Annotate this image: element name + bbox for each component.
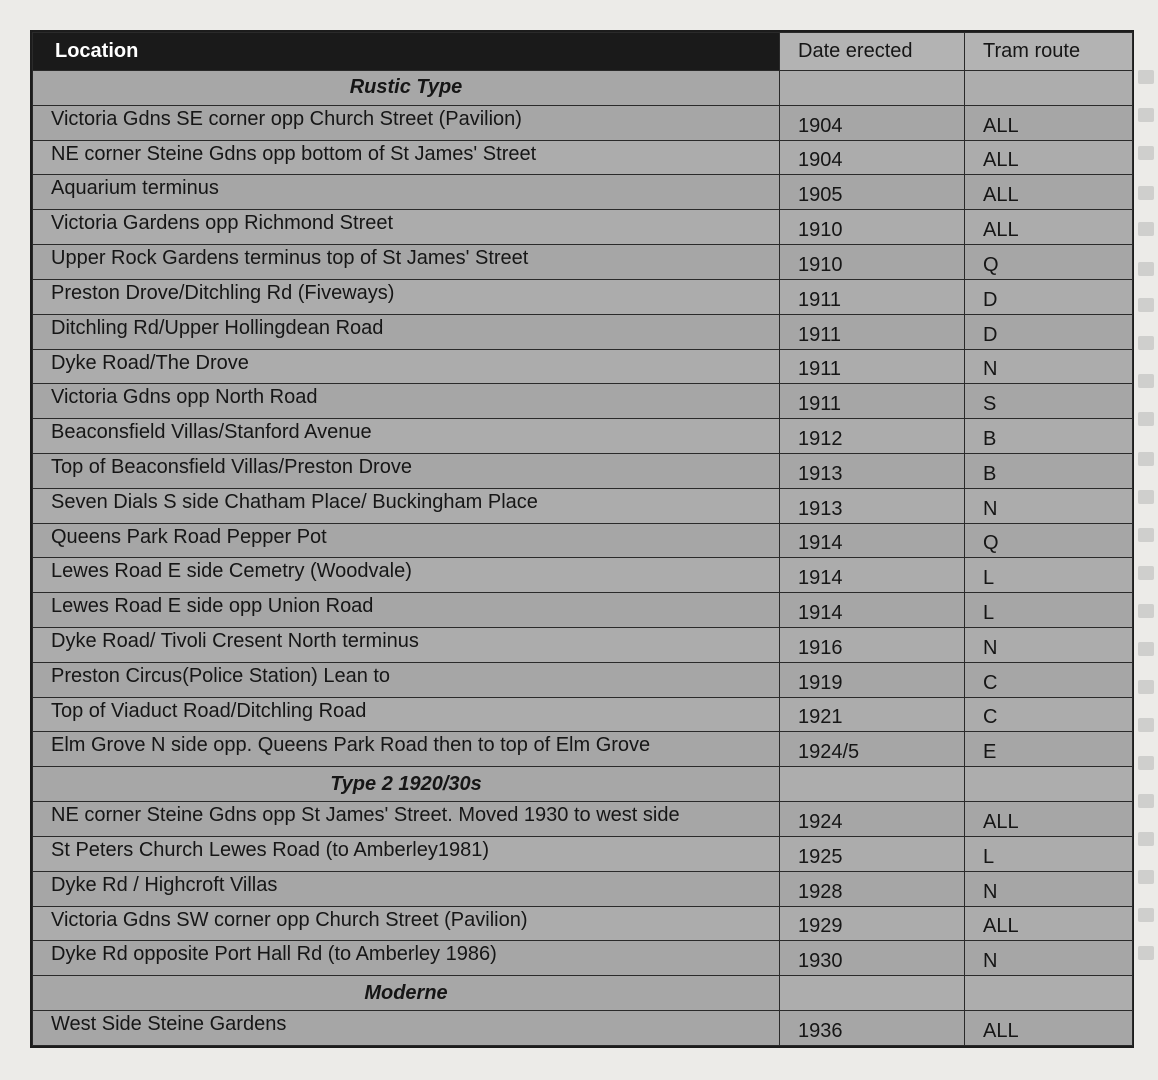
section-row — [33, 71, 1133, 106]
date-cell: 1911 — [780, 279, 965, 314]
route-cell: B — [965, 419, 1133, 454]
section-blank-cell — [965, 71, 1133, 106]
date-cell: 1914 — [780, 558, 965, 593]
route-cell: N — [965, 871, 1133, 906]
route-cell: ALL — [965, 210, 1133, 245]
section-blank-cell — [965, 767, 1133, 802]
location-cell: Lewes Road E side opp Union Road — [33, 593, 780, 628]
table-body — [33, 71, 1133, 1046]
table-row — [33, 245, 1133, 280]
table-row — [33, 453, 1133, 488]
header-location: Location — [33, 33, 780, 71]
location-cell: Elm Grove N side opp. Queens Park Road then to top of Elm Grove — [33, 732, 780, 767]
date-cell: 1913 — [780, 453, 965, 488]
date-cell: 1919 — [780, 662, 965, 697]
location-cell: Victoria Gdns SE corner opp Church Street (Pavilion) — [33, 105, 780, 140]
section-blank-cell — [965, 976, 1133, 1011]
date-cell: 1911 — [780, 384, 965, 419]
date-cell: 1916 — [780, 628, 965, 663]
adjacent-page-text-strip — [1132, 0, 1158, 1080]
location-cell: Ditchling Rd/Upper Hollingdean Road — [33, 314, 780, 349]
date-cell: 1929 — [780, 906, 965, 941]
route-cell: N — [965, 349, 1133, 384]
date-cell: 1924/5 — [780, 732, 965, 767]
table-row — [33, 523, 1133, 558]
date-cell: 1936 — [780, 1010, 965, 1045]
table-row — [33, 906, 1133, 941]
table-row — [33, 941, 1133, 976]
section-row — [33, 767, 1133, 802]
date-cell: 1928 — [780, 871, 965, 906]
date-cell: 1914 — [780, 593, 965, 628]
route-cell: B — [965, 453, 1133, 488]
section-row — [33, 976, 1133, 1011]
route-cell: L — [965, 593, 1133, 628]
location-cell: Beaconsfield Villas/Stanford Avenue — [33, 419, 780, 454]
date-cell: 1913 — [780, 488, 965, 523]
location-cell: Victoria Gardens opp Richmond Street — [33, 210, 780, 245]
section-label: Moderne — [33, 976, 780, 1011]
table-row — [33, 662, 1133, 697]
date-cell: 1930 — [780, 941, 965, 976]
route-cell: C — [965, 697, 1133, 732]
route-cell: ALL — [965, 175, 1133, 210]
date-cell: 1921 — [780, 697, 965, 732]
table-row — [33, 210, 1133, 245]
location-cell: Victoria Gdns opp North Road — [33, 384, 780, 419]
table-row — [33, 593, 1133, 628]
table-row — [33, 871, 1133, 906]
date-cell: 1911 — [780, 314, 965, 349]
route-cell: C — [965, 662, 1133, 697]
date-cell: 1925 — [780, 836, 965, 871]
section-blank-cell — [780, 976, 965, 1011]
route-cell: ALL — [965, 105, 1133, 140]
section-blank-cell — [780, 767, 965, 802]
location-cell: Dyke Road/The Drove — [33, 349, 780, 384]
route-cell: Q — [965, 523, 1133, 558]
route-cell: E — [965, 732, 1133, 767]
location-cell: Top of Viaduct Road/Ditchling Road — [33, 697, 780, 732]
table-row — [33, 279, 1133, 314]
location-cell: NE corner Steine Gdns opp bottom of St James' Street — [33, 140, 780, 175]
route-cell: ALL — [965, 802, 1133, 837]
date-cell: 1912 — [780, 419, 965, 454]
header-date-erected: Date erected — [780, 33, 965, 71]
table-row — [33, 140, 1133, 175]
location-cell: Queens Park Road Pepper Pot — [33, 523, 780, 558]
section-label: Rustic Type — [33, 71, 780, 106]
section-label: Type 2 1920/30s — [33, 767, 780, 802]
route-cell: L — [965, 558, 1133, 593]
table-row — [33, 488, 1133, 523]
route-cell: N — [965, 488, 1133, 523]
route-cell: D — [965, 279, 1133, 314]
location-cell: Dyke Rd / Highcroft Villas — [33, 871, 780, 906]
table-row — [33, 384, 1133, 419]
location-cell: Preston Circus(Police Station) Lean to — [33, 662, 780, 697]
location-cell: Seven Dials S side Chatham Place/ Buckingham Place — [33, 488, 780, 523]
location-cell: Dyke Rd opposite Port Hall Rd (to Amberley 1986) — [33, 941, 780, 976]
location-cell: Aquarium terminus — [33, 175, 780, 210]
table-row — [33, 105, 1133, 140]
route-cell: D — [965, 314, 1133, 349]
date-cell: 1910 — [780, 245, 965, 280]
route-cell: Q — [965, 245, 1133, 280]
table-row — [33, 558, 1133, 593]
table-row — [33, 732, 1133, 767]
location-cell: West Side Steine Gardens — [33, 1010, 780, 1045]
route-cell: ALL — [965, 906, 1133, 941]
date-cell: 1924 — [780, 802, 965, 837]
tram-shelters-table — [30, 30, 1134, 1048]
route-cell: ALL — [965, 140, 1133, 175]
location-cell: NE corner Steine Gdns opp St James' Street. Moved 1930 to west side — [33, 802, 780, 837]
header-tram-route: Tram route — [965, 33, 1133, 71]
header-row — [33, 33, 1133, 71]
location-cell: Top of Beaconsfield Villas/Preston Drove — [33, 453, 780, 488]
date-cell: 1911 — [780, 349, 965, 384]
route-cell: ALL — [965, 1010, 1133, 1045]
location-cell: St Peters Church Lewes Road (to Amberley1981) — [33, 836, 780, 871]
date-cell: 1905 — [780, 175, 965, 210]
table-row — [33, 314, 1133, 349]
table-row — [33, 349, 1133, 384]
location-cell: Dyke Road/ Tivoli Cresent North terminus — [33, 628, 780, 663]
date-cell: 1910 — [780, 210, 965, 245]
table-row — [33, 802, 1133, 837]
location-cell: Preston Drove/Ditchling Rd (Fiveways) — [33, 279, 780, 314]
route-cell: S — [965, 384, 1133, 419]
table-row — [33, 175, 1133, 210]
route-cell: N — [965, 941, 1133, 976]
table-row — [33, 419, 1133, 454]
date-cell: 1904 — [780, 105, 965, 140]
location-cell: Victoria Gdns SW corner opp Church Street (Pavilion) — [33, 906, 780, 941]
date-cell: 1914 — [780, 523, 965, 558]
section-blank-cell — [780, 71, 965, 106]
table-row — [33, 836, 1133, 871]
route-cell: N — [965, 628, 1133, 663]
location-cell: Upper Rock Gardens terminus top of St James' Street — [33, 245, 780, 280]
table-row — [33, 628, 1133, 663]
table-row — [33, 697, 1133, 732]
date-cell: 1904 — [780, 140, 965, 175]
table-row — [33, 1010, 1133, 1045]
location-cell: Lewes Road E side Cemetry (Woodvale) — [33, 558, 780, 593]
route-cell: L — [965, 836, 1133, 871]
